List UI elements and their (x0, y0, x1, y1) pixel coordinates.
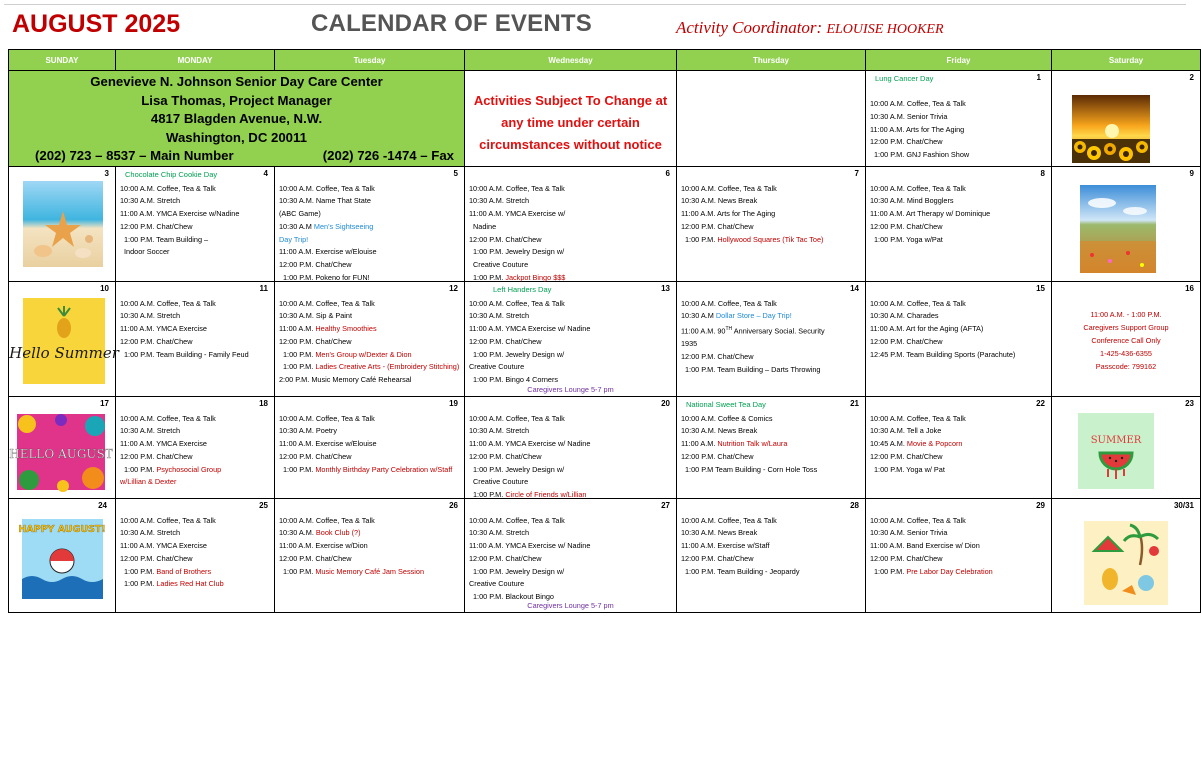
event: 12:00 P.M. Chat/Chew (870, 137, 943, 147)
event: 10:30 A.M. Sip & Paint (279, 311, 353, 321)
event-highlight: Nutrition Talk w/Laura (717, 439, 788, 449)
event (870, 566, 1047, 579)
event: 12:00 P.M. Chat/Chew (120, 336, 193, 346)
weekday-header-row (9, 50, 1201, 71)
event (279, 349, 460, 362)
center-info-cell (9, 71, 465, 167)
happy-august-image (18, 519, 106, 599)
event-time: 10:30 A.M (681, 311, 714, 321)
event: 11:00 A.M. YMCA Exercise w/ Nadine (469, 324, 591, 334)
day-cell-28 (677, 498, 866, 612)
day-cell-17 (9, 396, 116, 498)
event: 10:00 A.M. Coffee, Tea & Talk (279, 413, 375, 423)
event: 11:00 A.M. YMCA Exercise w/ (469, 209, 566, 219)
day-cell-15 (866, 281, 1052, 396)
event: 10:30 A.M. Stretch (469, 426, 530, 436)
event: 1-425-436-6355 (1100, 348, 1152, 358)
event: 10:00 A.M. Coffee, Tea & Talk (279, 298, 375, 308)
day-cell-13 (465, 281, 677, 396)
event-time: 11:00 A.M. (279, 324, 314, 334)
event-highlight: Ladies Creative Arts - (Embroidery Stitching) (315, 362, 460, 372)
day-number: 21 (850, 398, 859, 408)
day-cell-25 (116, 498, 275, 612)
day-number: 16 (1185, 283, 1194, 293)
day-cell-4 (116, 166, 275, 281)
event: 12:00 P.M. Chat/Chew (870, 221, 943, 231)
day-events (870, 515, 1047, 579)
event: Creative Couture (469, 362, 525, 372)
event (279, 566, 460, 579)
event: 11:00 A.M. YMCA Exercise w/ Nadine (469, 439, 591, 449)
center-info (9, 71, 464, 166)
event: 1:00 P.M. Pokeno for FUN! (283, 273, 370, 283)
day-events (870, 183, 1047, 247)
hello-summer-image (9, 298, 119, 384)
event: 12:00 P.M. Chat/Chew (120, 451, 193, 461)
event: 11:00 A.M. - 1:00 P.M. (1090, 309, 1162, 319)
hello-summer-text: Hello Summer (9, 343, 119, 362)
event-time: 1:00 P.M. (473, 273, 504, 283)
special-day: Lung Cancer Day (875, 74, 934, 83)
activity-coordinator (676, 18, 944, 38)
week-row-4 (9, 396, 1201, 498)
event: Creative Couture (473, 477, 529, 487)
event-time: 1:00 P.M. (283, 566, 314, 576)
day-number: 8 (1040, 168, 1045, 178)
summer-text: SUMMER (1090, 434, 1142, 446)
event (279, 361, 460, 374)
coordinator-name: ELOUISE HOOKER (826, 22, 944, 37)
day-cell-24 (9, 498, 116, 612)
event: 11:00 A.M. Band Exercise w/ Dion (870, 541, 980, 551)
day-events (279, 183, 460, 285)
event (681, 310, 861, 323)
event-time: 1:00 P.M. (124, 579, 155, 589)
day-events (279, 298, 460, 388)
day-number: 17 (100, 398, 109, 408)
event: 10:00 A.M. Coffee & Comics (681, 413, 773, 423)
event-highlight: Jackpot Bingo $$$ (505, 273, 566, 283)
day-cell-11 (116, 281, 275, 396)
event: 10:00 A.M. Coffee, Tea & Talk (120, 413, 216, 423)
day-events (681, 515, 861, 579)
event: 10:00 A.M. Coffee, Tea & Talk (870, 183, 966, 193)
day-number: 18 (259, 398, 268, 408)
city-state-zip: Washington, DC 20011 (166, 129, 307, 145)
day-events (120, 298, 270, 362)
day-events (469, 413, 672, 503)
event: 11:00 A.M. YMCA Exercise (120, 439, 207, 449)
day-number: 24 (98, 500, 107, 510)
event-highlight: Circle of Friends w/Lillian (505, 490, 587, 500)
street-address: 4817 Blagden Avenue, N.W. (150, 111, 323, 126)
day-cell-6 (465, 166, 677, 281)
event: 1935 (681, 339, 698, 349)
day-number: 2 (1189, 73, 1194, 82)
weekday-friday: Friday (866, 50, 1052, 71)
day-cell-3 (9, 166, 116, 281)
event: 11:00 A.M. Arts for The Aging (681, 209, 776, 219)
event: 10:30 A.M. Stretch (469, 196, 530, 206)
day-events (120, 413, 270, 490)
event: 12:00 P.M. Chat/Chew (120, 553, 193, 563)
event: Day Trip! (279, 234, 309, 244)
event: 10:30 A.M. News Break (681, 196, 758, 206)
event (120, 566, 270, 579)
event: 10:30 A.M. Stretch (120, 426, 181, 436)
special-day: Chocolate Chip Cookie Day (125, 169, 218, 179)
seashells-beach-image (23, 181, 103, 267)
event (120, 578, 270, 591)
day-cell-22 (866, 396, 1052, 498)
day-number: 29 (1036, 500, 1045, 510)
hello-august-text: HELLO AUGUST (9, 446, 113, 461)
event: 1:00 P.M. Yoga w/ Pat (874, 464, 945, 474)
event-time: 1:00 P.M. (124, 566, 155, 576)
event-highlight: Hollywood Squares (Tik Tac Toe) (717, 234, 824, 244)
main-phone: (202) 723 – 8537 – Main Number (35, 148, 234, 163)
event: Passcode: 799162 (1095, 361, 1157, 371)
event: 11:00 A.M. Exercise w/Dion (279, 541, 368, 551)
caregivers-lounge-note: Caregivers Lounge 5-7 pm (527, 600, 614, 610)
event: 11:00 A.M. Exercise w/Elouise (279, 439, 377, 449)
event: 1:00 P.M. Yoga w/Pat (874, 234, 943, 244)
event: 11:00 A.M. Exercise w/Elouise (279, 247, 377, 257)
caregivers-support-call (1052, 308, 1200, 373)
event: 12:00 P.M. Chat/Chew (870, 451, 943, 461)
day-cell-7 (677, 166, 866, 281)
summer-items-image (1084, 521, 1168, 605)
day-number: 22 (1036, 398, 1045, 408)
day-events (279, 413, 460, 477)
day-cell-1 (866, 71, 1052, 167)
event (870, 438, 1047, 451)
day-number: 10 (100, 283, 109, 293)
event (681, 234, 861, 247)
event-text: Anniversary Social. Security (732, 326, 825, 336)
day-events (681, 413, 861, 477)
day-cell-2 (1052, 71, 1201, 167)
event: 12:00 P.M. Chat/Chew (469, 553, 542, 563)
day-events (870, 298, 1047, 362)
day-number: 7 (854, 168, 859, 178)
day-cell-30-31 (1052, 498, 1201, 612)
event: 10:30 A.M. Charades (870, 311, 939, 321)
event: 12:00 P.M. Chat/Chew (120, 221, 193, 231)
day-number: 13 (661, 283, 670, 293)
day-number: 20 (661, 398, 670, 408)
day-events (279, 515, 460, 579)
month-title: AUGUST 2025 (12, 10, 181, 38)
event: 2:00 P.M. Music Memory Café Rehearsal (279, 375, 412, 385)
event: 1:00 P.M. Jewelry Design w/ (473, 566, 565, 576)
event: Nadine (473, 221, 497, 231)
event: 1:00 P.M. Jewelry Design w/ (473, 247, 565, 257)
calendar-title: CALENDAR OF EVENTS (311, 10, 592, 37)
day-number: 28 (850, 500, 859, 510)
event (279, 527, 460, 540)
event: (ABC Game) (279, 209, 321, 219)
event: 12:00 P.M. Chat/Chew (279, 260, 352, 270)
day-number: 27 (661, 500, 670, 510)
day-events (469, 298, 672, 388)
event: 11:00 A.M. Exercise w/Staff (681, 541, 770, 551)
day-number: 6 (665, 168, 670, 178)
day-cell-9 (1052, 166, 1201, 281)
event-highlight: Men's Sightseeing (313, 221, 374, 231)
event: 12:00 P.M. Chat/Chew (681, 553, 754, 563)
day-cell-26 (275, 498, 465, 612)
event-highlight: Ladies Red Hat Club (156, 579, 224, 589)
event-highlight: Pre Labor Day Celebration (906, 566, 993, 576)
event: 10:00 A.M. Coffee, Tea & Talk (120, 183, 216, 193)
change-notice (465, 71, 676, 156)
event: 10:30 A.M. Stretch (469, 528, 530, 538)
summer-watermelon-image (1078, 413, 1154, 489)
event-highlight: Music Memory Café Jam Session (315, 566, 425, 576)
week-row-1 (9, 71, 1201, 167)
event: Creative Couture (469, 579, 525, 589)
event: 10:00 A.M. Coffee, Tea & Talk (279, 515, 375, 525)
event: 11:00 A.M. YMCA Exercise w/ Nadine (469, 541, 591, 551)
event: 12:00 P.M. Chat/Chew (469, 234, 542, 244)
flower-meadow-image (1080, 185, 1156, 273)
event-time: 1:00 P.M. (685, 234, 716, 244)
event-time: 1:00 P.M. (473, 490, 504, 500)
event: 10:00 A.M. Coffee, Tea & Talk (469, 413, 565, 423)
day-cell-10 (9, 281, 119, 396)
event: 10:00 A.M. Coffee, Tea & Talk (681, 515, 777, 525)
event: 1:00 P.M Team Building - Corn Hole Toss (685, 464, 818, 474)
event: 1:00 P.M. Bingo 4 Corners (473, 375, 559, 385)
event: 12:00 P.M. Chat/Chew (681, 352, 754, 362)
event: 1:00 P.M. Jewelry Design w/ (473, 464, 565, 474)
coordinator-label: Activity Coordinator: (676, 18, 823, 37)
event: 10:00 A.M. Coffee, Tea & Talk (120, 515, 216, 525)
day-number: 26 (449, 500, 458, 510)
sunflower-field-image (1072, 95, 1150, 163)
day-number: 11 (259, 283, 268, 293)
day-cell-29 (866, 498, 1052, 612)
day-cell-20 (465, 396, 677, 498)
event: 11:00 A.M. Art Therapy w/ Dominique (870, 209, 991, 219)
calendar-grid (8, 49, 1201, 613)
caregivers-lounge-note: Caregivers Lounge 5-7 pm (527, 384, 614, 394)
event: 12:00 P.M. Chat/Chew (870, 336, 943, 346)
day-number: 12 (449, 283, 458, 293)
event: 10:30 A.M. Stretch (120, 311, 181, 321)
empty-cell (677, 71, 866, 167)
day-events (870, 98, 1047, 162)
event: 10:00 A.M. Coffee, Tea & Talk (469, 515, 565, 525)
event-time: 1:00 P.M. (283, 349, 314, 359)
notice-line-2: any time under certain (501, 115, 640, 130)
day-cell-27 (465, 498, 677, 612)
day-events (120, 183, 270, 260)
ordinal-suffix: TH (725, 326, 733, 333)
day-cell-14 (677, 281, 866, 396)
event: 10:30 A.M. News Break (681, 426, 758, 436)
center-name: Genevieve N. Johnson Senior Day Care Center (90, 74, 383, 89)
event-time: 1:00 P.M. (874, 566, 905, 576)
event: 10:00 A.M. Coffee, Tea & Talk (681, 298, 777, 308)
event (279, 221, 460, 234)
event: 12:00 P.M. Chat/Chew (279, 553, 352, 563)
event: 12:00 P.M. Chat/Chew (279, 336, 352, 346)
notice-line-3: circumstances without notice (479, 137, 662, 152)
event: 10:30 A.M. Stretch (120, 196, 181, 206)
day-number: 3 (104, 168, 109, 178)
day-number: 15 (1036, 283, 1045, 293)
weekday-sunday: SUNDAY (9, 50, 116, 71)
event: 10:00 A.M. Coffee, Tea & Talk (870, 99, 966, 108)
event: Conference Call Only (1091, 335, 1161, 345)
notice-line-1: Activities Subject To Change at (473, 93, 668, 108)
event: 11:00 A.M. Arts for The Aging (870, 124, 965, 134)
event-time: 1:00 P.M. (124, 464, 155, 474)
event: 11:00 A.M. Art for the Aging (AFTA) (870, 324, 984, 334)
special-day: National Sweet Tea Day (686, 399, 766, 409)
event-time: 11:00 A.M. (681, 439, 716, 449)
day-number: 23 (1185, 398, 1194, 408)
event: 10:00 A.M. Coffee, Tea & Talk (870, 413, 966, 423)
event: 10:30 A.M. Senior Trivia (870, 528, 948, 538)
event: 12:00 P.M. Chat/Chew (279, 451, 352, 461)
event-time: 10:30 A.M (279, 221, 312, 231)
day-events (681, 298, 861, 377)
week-row-2 (9, 166, 1201, 281)
event: 10:30 A.M. Name That State (279, 196, 371, 206)
event: 1:00 P.M. Team Building - Family Feud (124, 349, 249, 359)
event (120, 464, 270, 477)
day-number: 1 (1036, 73, 1041, 82)
event: w/Lillian & Dexter (120, 477, 177, 487)
event: Indoor Soccer (124, 247, 170, 257)
event-text: 11:00 A.M. 90 (681, 326, 726, 336)
phone-line (9, 147, 464, 166)
event: 10:00 A.M. Coffee, Tea & Talk (681, 183, 777, 193)
event-highlight: Dollar Store – Day Trip! (715, 311, 792, 321)
day-number: 30/31 (1173, 500, 1194, 510)
event: 10:30 A.M. News Break (681, 528, 758, 538)
top-rule (4, 4, 1186, 5)
weekday-saturday: Saturday (1052, 50, 1201, 71)
day-number: 25 (259, 500, 268, 510)
day-number: 9 (1189, 168, 1194, 178)
event: Caregivers Support Group (1083, 322, 1169, 332)
weekday-monday: MONDAY (116, 50, 275, 71)
event-highlight: Monthly Birthday Party Celebration w/Staff (315, 464, 453, 474)
event: 1:00 P.M. Team Building – Darts Throwing (685, 364, 821, 374)
event: 10:00 A.M. Coffee, Tea & Talk (120, 298, 216, 308)
event-highlight: Movie & Popcorn (906, 439, 963, 449)
day-cell-21 (677, 396, 866, 498)
day-events (469, 515, 672, 605)
day-cell-19 (275, 396, 465, 498)
event-highlight: Men's Group w/Dexter & Dion (315, 349, 412, 359)
event: 10:00 A.M. Coffee, Tea & Talk (870, 298, 966, 308)
event: 1:00 P.M. Jewelry Design w/ (473, 349, 565, 359)
event: 10:30 A.M. Poetry (279, 426, 338, 436)
event: 12:00 P.M. Chat/Chew (681, 451, 754, 461)
event (681, 323, 861, 338)
event: 10:30 A.M. Tell a Joke (870, 426, 942, 436)
week-row-3 (9, 281, 1201, 396)
day-cell-23 (1052, 396, 1201, 498)
event: 10:30 A.M. Senior Trivia (870, 111, 948, 121)
event: 11:00 A.M. YMCA Exercise w/Nadine (120, 209, 240, 219)
event-time: 1:00 P.M. (283, 464, 314, 474)
event-highlight: Book Club (?) (315, 528, 361, 538)
event: 10:00 A.M. Coffee, Tea & Talk (870, 515, 966, 525)
event (681, 438, 861, 451)
event: 10:00 A.M. Coffee, Tea & Talk (279, 183, 375, 193)
event: 1:00 P.M. Blackout Bingo (473, 592, 554, 602)
event-time: 10:30 A.M. (279, 528, 314, 538)
event: 11:00 A.M. YMCA Exercise (120, 541, 207, 551)
day-cell-18 (116, 396, 275, 498)
event: 1:00 P.M. GNJ Fashion Show (874, 150, 970, 160)
notice-cell (465, 71, 677, 167)
event: 10:30 A.M. Stretch (469, 311, 530, 321)
day-events (681, 183, 861, 247)
weekday-thursday: Thursday (677, 50, 866, 71)
event (279, 464, 460, 477)
day-number: 14 (850, 283, 859, 293)
weekday-wednesday: Wednesday (465, 50, 677, 71)
day-number: 19 (449, 398, 458, 408)
event: 11:00 A.M. YMCA Exercise (120, 324, 207, 334)
weekday-tuesday: Tuesday (275, 50, 465, 71)
event: 12:45 P.M. Team Building Sports (Parachute) (870, 349, 1016, 359)
event: 10:30 A.M. Stretch (120, 528, 181, 538)
day-cell-16 (1052, 281, 1201, 396)
day-events (870, 413, 1047, 477)
fax-number: (202) 726 -1474 – Fax (322, 148, 454, 163)
event-highlight: Psychosocial Group (156, 464, 222, 474)
event: 12:00 P.M. Chat/Chew (870, 553, 943, 563)
special-day: Left Handers Day (493, 284, 552, 294)
event-highlight: Band of Brothers (156, 566, 212, 576)
event: 10:00 A.M. Coffee, Tea & Talk (469, 183, 565, 193)
project-manager: Lisa Thomas, Project Manager (141, 92, 332, 108)
event: 10:00 A.M. Coffee, Tea & Talk (469, 298, 565, 308)
event-highlight: Healthy Smoothies (315, 324, 377, 334)
happy-august-text: HAPPY AUGUST! (18, 523, 106, 535)
event: 12:00 P.M. Chat/Chew (469, 451, 542, 461)
event: 12:00 P.M. Chat/Chew (469, 336, 542, 346)
day-number: 4 (263, 168, 268, 178)
hello-august-image (9, 414, 113, 490)
day-cell-5 (275, 166, 465, 281)
day-cell-8 (866, 166, 1052, 281)
event: 12:00 P.M. Chat/Chew (681, 221, 754, 231)
event: Creative Couture (473, 260, 529, 270)
day-events (120, 515, 270, 592)
event-time: 10:45 A.M. (870, 439, 905, 449)
day-events (469, 183, 672, 285)
day-number: 5 (453, 168, 458, 178)
event: 1:00 P.M. Team Building – (124, 234, 209, 244)
event: 1:00 P.M. Team Building - Jeopardy (685, 566, 800, 576)
event (279, 323, 460, 336)
event-time: 1:00 P.M. (283, 362, 314, 372)
day-cell-12 (275, 281, 465, 396)
week-row-5 (9, 498, 1201, 612)
event: 10:30 A.M. Mind Bogglers (870, 196, 954, 206)
